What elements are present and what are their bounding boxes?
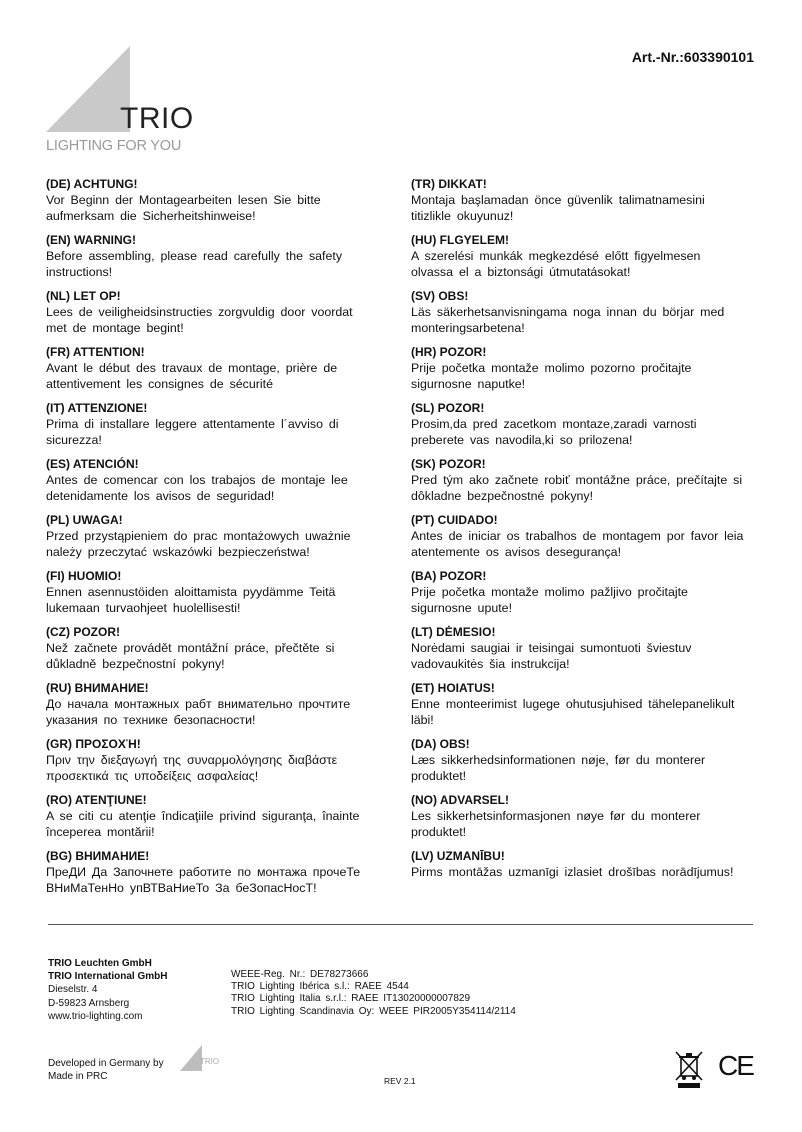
- notice-text-line: Prima di installare leggere attentamente l´avviso di: [46, 417, 339, 431]
- safety-notice: [46, 792, 398, 848]
- notice-text-line: ПреДИ Да Започнете работите по монтажа прочеТе: [46, 865, 361, 879]
- notice-heading: (ET) HOIATUS!: [411, 681, 495, 695]
- website: www.trio-lighting.com: [48, 1010, 143, 1022]
- notice-text-line: Prije početka montaže molimo pozorno pročitajte: [411, 361, 692, 375]
- notice-text-line: sigurnosne naputke!: [411, 377, 526, 392]
- notice-text-line: Avant le début des travaux de montage, prière de: [46, 361, 338, 375]
- notice-heading: (RU) ВНИМАНИЕ!: [46, 681, 149, 695]
- notice-text-line: titizlikle okuyunuz!: [411, 209, 514, 224]
- notice-heading: (SL) POZOR!: [411, 401, 485, 415]
- notice-text-line: preberete vas navodila,ki so prilozena!: [411, 433, 633, 448]
- notice-heading: (PT) CUIDADO!: [411, 513, 498, 527]
- notice-heading: (SK) POZOR!: [411, 457, 486, 471]
- safety-notice: [411, 736, 802, 792]
- ce-mark: CE: [718, 1050, 753, 1081]
- safety-notice: [46, 288, 398, 344]
- notice-text-line: produktet!: [411, 825, 467, 840]
- notice-heading: (BG) ВНИМАНИЕ!: [46, 849, 150, 863]
- notice-heading: (ES) ATENCIÓN!: [46, 457, 139, 471]
- logo-wordmark: TRIO: [120, 102, 194, 135]
- notice-heading: (LV) UZMANĪBU!: [411, 849, 505, 863]
- weee-line: TRIO Lighting Ibérica s.l.: RAEE 4544: [231, 981, 409, 993]
- notices-left-column: [46, 176, 398, 904]
- notice-heading: (GR) ΠΡΟΣΟΧΉ!: [46, 737, 141, 751]
- weee-line: TRIO Lighting Italia s.r.l.: RAEE IT13020000007829: [231, 993, 471, 1005]
- notice-text-line: Norėdami saugiai ir teisingai sumontuoti šviestuv: [411, 641, 692, 655]
- notice-text-line: instructions!: [46, 265, 113, 280]
- notice-text-line: Przed przystąpieniem do prac montażowych uważnie: [46, 529, 351, 543]
- notice-heading: (EN) WARNING!: [46, 233, 136, 247]
- notice-text-line: Montaja başlamadan önce güvenlik talimatnamesini: [411, 193, 705, 207]
- weee-line: WEEE-Reg. Nr.: DE78273666: [231, 969, 369, 980]
- notice-text-line: důkladně bezpečnostní pokyny!: [46, 657, 225, 672]
- notice-heading: (DA) OBS!: [411, 737, 470, 751]
- safety-notice: [46, 624, 398, 680]
- notice-text-line: Antes de iniciar os trabalhos de montagem por favor leia: [411, 529, 744, 543]
- notice-heading: (LT) DĖMESIO!: [411, 625, 496, 639]
- notice-text-line: Läs säkerhetsanvisningama noga innan du börjar med: [411, 305, 725, 319]
- notice-text-line: vadovaukitės šia instrukcija!: [411, 657, 570, 672]
- notice-text-line: olvassa el a biztonsági útmutatásokat!: [411, 265, 631, 280]
- safety-notice: [411, 456, 802, 512]
- notice-text-line: attentivement les consignes de sécurité: [46, 377, 273, 392]
- safety-notice: [411, 624, 802, 680]
- revision: REV 2.1: [384, 1076, 416, 1086]
- notice-text-line: Pred tým ako začnete robiť montážne práce, prečítajte si: [411, 473, 743, 487]
- safety-notice: [411, 344, 802, 400]
- safety-notice: [46, 232, 398, 288]
- origin-info: [48, 1058, 164, 1083]
- notice-text-line: Ennen asennustöiden aloittamista pyydämme Teitä: [46, 585, 336, 599]
- safety-notice: [411, 288, 802, 344]
- developed-in: Developed in Germany by: [48, 1058, 164, 1069]
- notice-heading: (RO) ATENŢIUNE!: [46, 793, 147, 807]
- safety-notice: [411, 568, 802, 624]
- city: D-59823 Arnsberg: [48, 997, 130, 1009]
- notice-text-line: A se citi cu atenţie îndicaţiile privind siguranţa, înainte: [46, 809, 360, 823]
- safety-notice: [46, 176, 398, 232]
- notice-heading: (HU) FLGYELEM!: [411, 233, 509, 247]
- safety-notice: [411, 512, 802, 568]
- notice-text-line: met de montage begint!: [46, 321, 184, 336]
- safety-notice: [46, 512, 398, 568]
- notice-text-line: Prosim,da pred zacetkom montaze,zaradi varnosti: [411, 417, 697, 431]
- company-name-1: TRIO Leuchten GmbH: [48, 958, 152, 969]
- article-number: Art.-Nr.:603390101: [631, 49, 754, 65]
- notice-text-line: До начала монтажных рабт внимательно прочтите: [46, 697, 351, 711]
- safety-notice: [411, 792, 802, 848]
- notice-text-line: läbi!: [411, 713, 434, 728]
- safety-notice: [411, 400, 802, 456]
- street: Dieselstr. 4: [48, 984, 98, 996]
- notice-heading: (NL) LET OP!: [46, 289, 121, 303]
- notice-heading: (CZ) POZOR!: [46, 625, 120, 639]
- safety-notice: [46, 736, 398, 792]
- notice-text-line: Pirms montāžas uzmanīgi izlasiet drošības norādījumus!: [411, 865, 734, 879]
- notice-heading: (TR) DIKKAT!: [411, 177, 487, 191]
- notice-text-line: aufmerksam die Sicherheitshinweise!: [46, 209, 256, 224]
- safety-notice: [46, 568, 398, 624]
- notice-heading: (SV) OBS!: [411, 289, 469, 303]
- notice-text-line: Les sikkerhetsinformasjonen nøye før du monterer: [411, 809, 701, 823]
- safety-notice: [411, 848, 802, 904]
- safety-notice: [411, 176, 802, 232]
- notice-text-line: începerea montării!: [46, 825, 155, 840]
- notice-text-line: sigurnosne upute!: [411, 601, 513, 616]
- footer-divider: [48, 924, 753, 925]
- notice-text-line: Πριν την διεξαγωγή της συναρμολόγησης διαβάστε: [46, 753, 338, 767]
- notice-text-line: προσεκτικά τις υποδείξεις ασφαλείας!: [46, 769, 259, 784]
- mini-logo-wordmark: TRIO: [200, 1057, 220, 1066]
- safety-notice: [411, 680, 802, 736]
- notice-text-line: Before assembling, please read carefully the safety: [46, 249, 343, 263]
- notice-text-line: ВНиМаТенНо упВТВаНиеТо За беЗопасНосТ!: [46, 881, 317, 896]
- notice-text-line: Enne monteerimist lugege ohutusjuhised tähelepanelikult: [411, 697, 735, 711]
- safety-notice: [46, 848, 398, 904]
- weee-bin-icon: [674, 1050, 704, 1090]
- notice-heading: (FI) HUOMIO!: [46, 569, 122, 583]
- notice-text-line: produktet!: [411, 769, 467, 784]
- notice-heading: (NO) ADVARSEL!: [411, 793, 509, 807]
- notice-text-line: Lees de veiligheidsinstructies zorgvuldig door voordat: [46, 305, 353, 319]
- notice-heading: (HR) POZOR!: [411, 345, 487, 359]
- notice-text-line: Antes de comencar con los trabajos de montaje lee: [46, 473, 348, 487]
- notice-text-line: należy przeczytać wskazówki bezpieczeństwa!: [46, 545, 310, 560]
- safety-notice: [46, 456, 398, 512]
- notice-text-line: monteringsarbetena!: [411, 321, 525, 336]
- weee-line: TRIO Lighting Scandinavia Oy: WEEE PIR2005Y354114/2114: [231, 1005, 516, 1017]
- notice-text-line: dôkladne bezpečnostné pokyny!: [411, 489, 594, 504]
- weee-registrations: [231, 969, 516, 1018]
- company-name-2: TRIO International GmbH: [48, 971, 168, 983]
- notice-heading: (FR) ATTENTION!: [46, 345, 145, 359]
- notice-text-line: Vor Beginn der Montagearbeiten lesen Sie bitte: [46, 193, 321, 207]
- notice-text-line: Læs sikkerhedsinformationen nøje, før du monterer: [411, 753, 706, 767]
- notice-heading: (BA) POZOR!: [411, 569, 487, 583]
- company-address: [48, 957, 167, 1023]
- notices-right-column: [411, 176, 802, 904]
- safety-notice: [46, 344, 398, 400]
- notice-heading: (DE) ACHTUNG!: [46, 177, 138, 191]
- notice-text-line: sicurezza!: [46, 433, 102, 448]
- safety-notice: [411, 232, 802, 288]
- notice-text-line: Než začnete provádět montážní práce, přečtěte si: [46, 641, 335, 655]
- safety-notice: [46, 400, 398, 456]
- mini-trio-logo: [178, 1043, 224, 1073]
- safety-notice: [46, 680, 398, 736]
- notice-text-line: указания по технике безопасности!: [46, 713, 256, 728]
- notice-text-line: detenidamente los avisos de seguridad!: [46, 489, 275, 504]
- notice-text-line: atentemente os avisos desegurança!: [411, 545, 622, 560]
- made-in: Made in PRC: [48, 1070, 108, 1082]
- notice-heading: (PL) UWAGA!: [46, 513, 123, 527]
- logo-tagline: LIGHTING FOR YOU: [46, 138, 182, 154]
- notice-text-line: A szerelési munkák megkezdésé előtt figyelmesen: [411, 249, 701, 263]
- notice-heading: (IT) ATTENZIONE!: [46, 401, 148, 415]
- notice-text-line: Prije početka montaže molimo pažljivo pročitajte: [411, 585, 688, 599]
- notice-text-line: lukemaan turvaohjeet huolellisesti!: [46, 601, 241, 616]
